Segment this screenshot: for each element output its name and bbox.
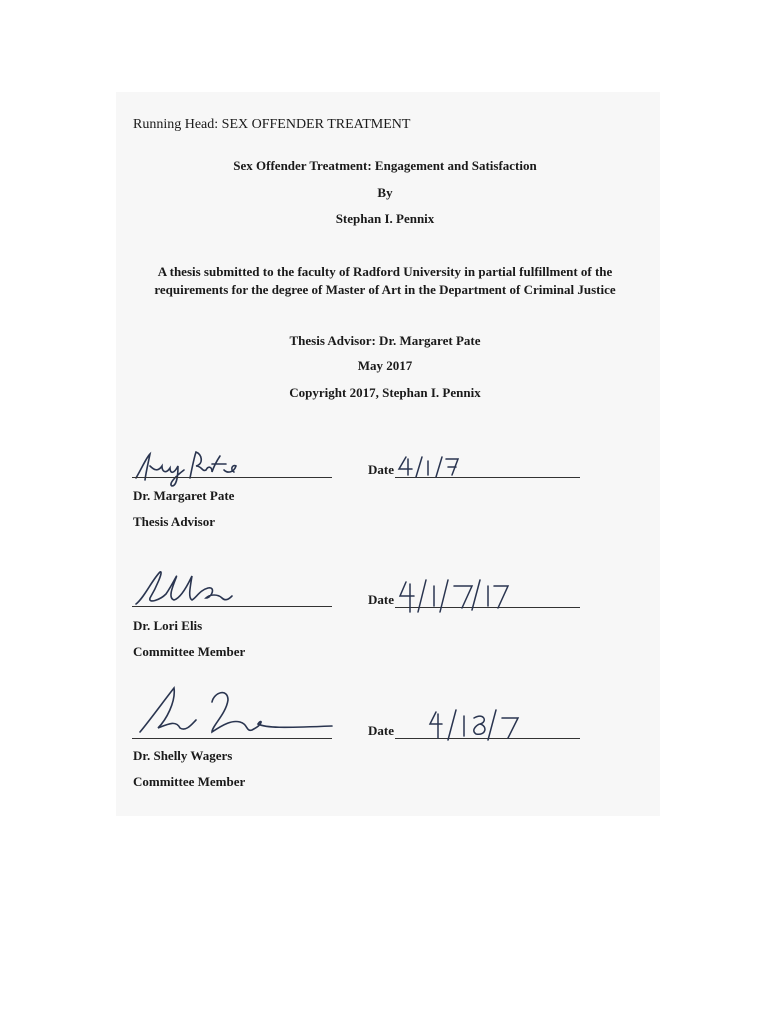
handwritten-date bbox=[396, 580, 506, 614]
signer-role: Committee Member bbox=[133, 774, 246, 789]
signer-role: Committee Member bbox=[133, 644, 246, 659]
thesis-date: May 2017 bbox=[357, 358, 413, 373]
running-head: Running Head: SEX OFFENDER TREATMENT bbox=[133, 117, 411, 132]
statement-line-2: requirements for the degree of Master of Art in the Department of Criminal Justice bbox=[154, 282, 616, 297]
signature-line bbox=[132, 738, 332, 739]
date-label: Date bbox=[368, 723, 394, 738]
statement-line-1: A thesis submitted to the faculty of Radford University in partial fulfillment of the bbox=[157, 264, 613, 279]
signature-image bbox=[130, 568, 260, 610]
signature-image bbox=[132, 448, 262, 488]
thesis-advisor-line: Thesis Advisor: Dr. Margaret Pate bbox=[289, 333, 481, 348]
signer-name: Dr. Lori Elis bbox=[133, 618, 203, 633]
copyright-line: Copyright 2017, Stephan I. Pennix bbox=[289, 385, 481, 400]
thesis-statement bbox=[0, 263, 770, 299]
thesis-title: Sex Offender Treatment: Engagement and Satisfaction bbox=[233, 158, 537, 173]
date-label: Date bbox=[368, 592, 394, 607]
signer-role: Thesis Advisor bbox=[133, 514, 215, 529]
signer-name: Dr. Margaret Pate bbox=[133, 488, 235, 503]
by-line: By bbox=[377, 185, 393, 200]
signer-name: Dr. Shelly Wagers bbox=[133, 748, 233, 763]
signature-image bbox=[132, 686, 338, 740]
date-label: Date bbox=[368, 462, 394, 477]
signature-line bbox=[132, 606, 332, 607]
author-name: Stephan I. Pennix bbox=[335, 211, 435, 226]
handwritten-date bbox=[396, 455, 486, 479]
handwritten-date bbox=[428, 710, 538, 742]
signature-line bbox=[132, 477, 332, 478]
